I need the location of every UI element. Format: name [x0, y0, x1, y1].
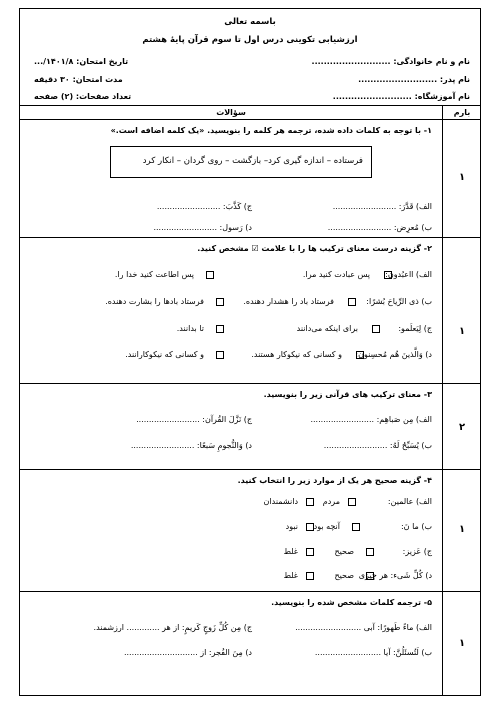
- q2-c-label: ج) لِیَعلَمو:: [398, 324, 432, 333]
- q4-b-label: ب) ما نَ:: [400, 522, 432, 531]
- q1-word-bank: [110, 146, 372, 178]
- question-1: [20, 120, 480, 238]
- q2-b2-text: فرستاد بادها را بشارت دهنده.: [105, 297, 204, 306]
- questions-column-header: سؤالات: [216, 108, 246, 117]
- school-name-field[interactable]: نام آموزشگاه: ..........................: [332, 92, 470, 101]
- q2-d2-text: و کسانی که نیکوکارانند.: [125, 350, 204, 359]
- q3-item-a[interactable]: الف) مِن صَباهِم: .........................: [310, 415, 432, 424]
- q4-prompt: ۴- گزینه صحیح هر یک از موارد زیر را انتخاب کنید.: [237, 476, 432, 485]
- q2-b-label: ب) ذی الرِّیاحَ بُشرًا:: [366, 297, 432, 306]
- q4-d1-text: صحیح: [334, 571, 354, 580]
- q4-b2-text: نبود: [285, 522, 298, 531]
- q4-a2-checkbox[interactable]: [306, 498, 314, 506]
- q4-d2-checkbox[interactable]: [306, 572, 314, 580]
- q3-item-b[interactable]: ب) یُسَبِّحُ لَهُ: .........................: [323, 441, 432, 450]
- father-name-field[interactable]: نام پدر: ..........................: [358, 75, 470, 84]
- q1-word-list: فرستاده – اندازه گیری کرد– بازگشت – روی گردان – انکار کرد: [142, 156, 363, 166]
- exam-date: تاریخ امتحان: ۱۴۰۱/۸/...: [34, 57, 129, 66]
- q4-score: ۱: [458, 524, 466, 535]
- q2-b1-text: فرستاد باد را هشدار دهنده.: [243, 297, 334, 306]
- q1-item-c[interactable]: ج) کَذَّبَ: .........................: [156, 202, 252, 211]
- q4-a-label: الف) عالمین:: [387, 497, 432, 506]
- exam-header: [20, 9, 480, 106]
- q2-b1-checkbox[interactable]: [348, 298, 356, 306]
- exam-duration: مدت امتحان: ۳۰ دقیقه: [34, 75, 123, 84]
- q5-item-a[interactable]: الف) ماءً طَهورًا: آبی ..........................: [295, 623, 432, 632]
- score-column-header: بارم: [453, 108, 471, 117]
- q2-d2-checkbox[interactable]: [216, 351, 224, 359]
- q5-item-d[interactable]: د) مِنَ الفُجر: از .............................: [123, 648, 252, 657]
- question-5: [20, 592, 480, 695]
- q4-b1-text: آنچه بود: [313, 522, 340, 531]
- q4-c-label: ج) عَزيز:: [402, 547, 432, 556]
- q2-score: ۱: [458, 326, 466, 337]
- student-name-field[interactable]: نام و نام خانوادگی: ..........................: [311, 57, 470, 66]
- q3-score: ۲: [458, 422, 466, 433]
- q2-a1-text: پس عبادت کنید مرا.: [302, 270, 370, 279]
- q5-score: ۱: [458, 638, 466, 649]
- q3-item-c[interactable]: ج) نَزَّلَ القُرآن: .........................: [136, 415, 252, 424]
- q4-d2-text: غلط: [283, 571, 298, 580]
- q4-b1-checkbox[interactable]: [352, 523, 360, 531]
- q3-item-d[interactable]: د) وَالنُّجومِ سَبعًا: .........................: [130, 441, 252, 450]
- q1-prompt: ۱- با توجه به کلمات داده شده، ترجمه هر کلمه را بنویسید. «یک کلمه اضافه است.»: [110, 126, 432, 135]
- q2-d1-text: و کسانی که نیکوکار هستند.: [251, 350, 342, 359]
- q1-item-b[interactable]: ب) مُعرِض: .........................: [327, 223, 432, 232]
- q4-c1-text: صحیح: [334, 547, 354, 556]
- q2-c2-checkbox[interactable]: [216, 325, 224, 333]
- q1-item-d[interactable]: د) رَسول: .........................: [153, 223, 252, 232]
- page-count: تعداد صفحات: (۲) صفحه: [34, 92, 132, 101]
- q4-d-label: د) کُلِّ شَیء: هر چیزی: [358, 571, 432, 580]
- q4-a1-checkbox[interactable]: [348, 498, 356, 506]
- question-3: [20, 384, 480, 470]
- q4-c2-checkbox[interactable]: [306, 548, 314, 556]
- table-header-row: [20, 105, 480, 120]
- q2-c1-checkbox[interactable]: [372, 325, 380, 333]
- q2-a1-checkbox[interactable]: [384, 271, 392, 279]
- exam-title: ارزشیابی تکوینی درس اول تا سوم قرآن پایهٔ هشتم: [142, 35, 358, 45]
- q3-prompt: ۳- معنای ترکیب های قرآنی زیر را بنویسید.: [263, 390, 432, 399]
- q2-d1-checkbox[interactable]: [356, 351, 364, 359]
- q5-item-c[interactable]: ج) مِن کُلِّ زَوجٍ کَریمٍ: از هر ............. ارزشمند.: [93, 623, 252, 632]
- q4-d1-checkbox[interactable]: [366, 572, 374, 580]
- q4-c1-checkbox[interactable]: [366, 548, 374, 556]
- q2-prompt: ۲- گزینه درست معنای ترکیب ها را با علامت ☑ مشخص کنید.: [197, 244, 432, 253]
- q1-score: ۱: [458, 172, 466, 183]
- q1-item-a[interactable]: الف) قَدَّرَ: .........................: [332, 202, 432, 211]
- question-4: [20, 470, 480, 592]
- q5-prompt: ۵- ترجمه کلمات مشخص شده را بنویسید.: [271, 598, 432, 607]
- exam-sheet: [19, 8, 481, 696]
- q2-b2-checkbox[interactable]: [216, 298, 224, 306]
- question-2: [20, 238, 480, 384]
- q4-b2-checkbox[interactable]: [306, 523, 314, 531]
- q2-a2-checkbox[interactable]: [206, 271, 214, 279]
- q2-c1-text: برای اینکه می‌دانند: [296, 324, 358, 333]
- bismillah: باسمه تعالی: [224, 17, 276, 27]
- q4-c2-text: غلط: [283, 547, 298, 556]
- q5-item-b[interactable]: ب) لَتُسئَلُنَّ: آیا ..........................: [314, 648, 432, 657]
- q4-a1-text: مردم: [322, 497, 340, 506]
- q2-a-label: الف) ااعبُدون:: [385, 270, 432, 279]
- q2-c2-text: تا بدانند.: [176, 324, 204, 333]
- q2-d-label: د) وَالَّذینَ هُم مُحسِنون:: [355, 350, 432, 359]
- q2-a2-text: پس اطاعت کنید خدا را.: [114, 270, 194, 279]
- q4-a2-text: دانشمندان: [263, 497, 298, 506]
